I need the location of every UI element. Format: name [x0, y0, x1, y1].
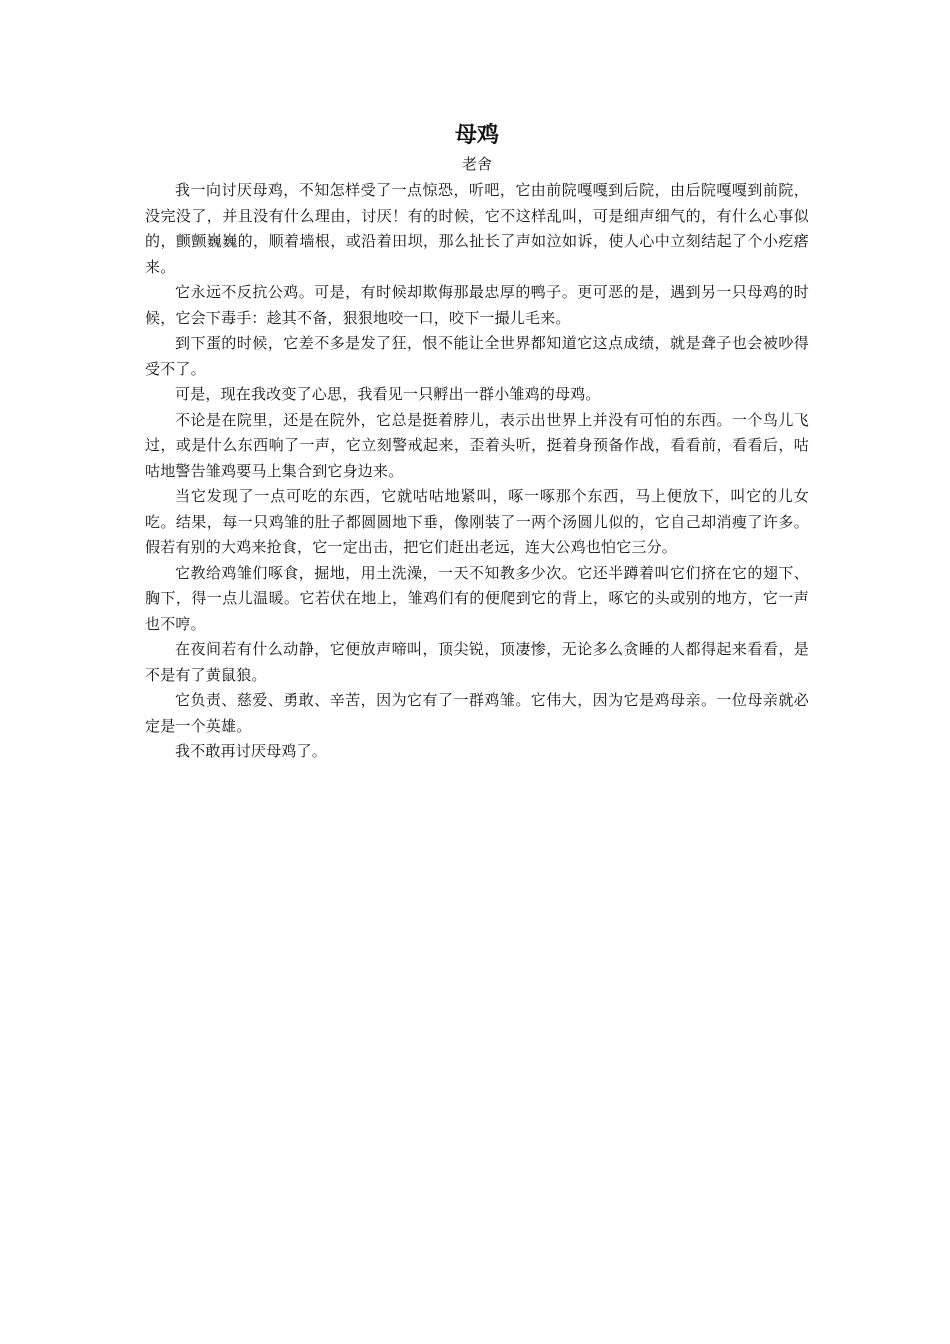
paragraph: 不论是在院里，还是在院外，它总是挺着脖儿，表示出世界上并没有可怕的东西。一个鸟儿飞过，或是什么东西响了一声，它立刻警戒起来，歪着头听，挺着身预备作战，看看前，看看后，咕咕地警告雏鸡要马上集合到它身边来。 [145, 410, 809, 480]
paragraph: 它负责、慈爱、勇敢、辛苦，因为它有了一群鸡雏。它伟大，因为它是鸡母亲。一位母亲就必定是一个英雄。 [145, 691, 809, 735]
paragraph: 它永远不反抗公鸡。可是，有时候却欺侮那最忠厚的鸭子。更可恶的是，遇到另一只母鸡的时候，它会下毒手：趁其不备，狠狠地咬一口，咬下一撮儿毛来。 [145, 283, 809, 327]
document-title: 母鸡 [454, 122, 499, 148]
paragraph: 到下蛋的时候，它差不多是发了狂，恨不能让全世界都知道它这点成绩，就是聋子也会被吵得受不了。 [145, 334, 809, 378]
paragraph: 我不敢再讨厌母鸡了。 [175, 742, 328, 760]
document-author: 老舍 [461, 155, 492, 173]
document-body [145, 178, 809, 765]
paragraph: 当它发现了一点可吃的东西，它就咕咕地紧叫，啄一啄那个东西，马上便放下，叫它的儿女吃。结果，每一只鸡雏的肚子都圆圆地下垂，像刚装了一两个汤圆儿似的，它自己却消瘦了许多。假若有别的大鸡来抢食，它一定出击，把它们赶出老远，连大公鸡也怕它三分。 [145, 487, 809, 556]
paragraph: 可是，现在我改变了心思，我看见一只孵出一群小雏鸡的母鸡。 [175, 385, 601, 403]
paragraph: 它教给鸡雏们啄食，掘地，用土洗澡，一天不知教多少次。它还半蹲着叫它们挤在它的翅下、胸下，得一点儿温暖。它若伏在地上，雏鸡们有的便爬到它的背上，啄它的头或别的地方，它一声也不哼。 [145, 563, 809, 633]
document-page [145, 118, 809, 765]
paragraph: 我一向讨厌母鸡，不知怎样受了一点惊恐，听吧，它由前院嘎嘎到后院，由后院嘎嘎到前院，没完没了，并且没有什么理由，讨厌！有的时候，它不这样乱叫，可是细声细气的，有什么心事似的，颤颤巍巍的，顺着墙根，或沿着田坝，那么扯长了声如泣如诉，使人心中立刻结起了个小疙瘩来。 [145, 181, 809, 276]
paragraph: 在夜间若有什么动静，它便放声啼叫，顶尖锐，顶凄惨，无论多么贪睡的人都得起来看看，是不是有了黄鼠狼。 [145, 640, 809, 684]
